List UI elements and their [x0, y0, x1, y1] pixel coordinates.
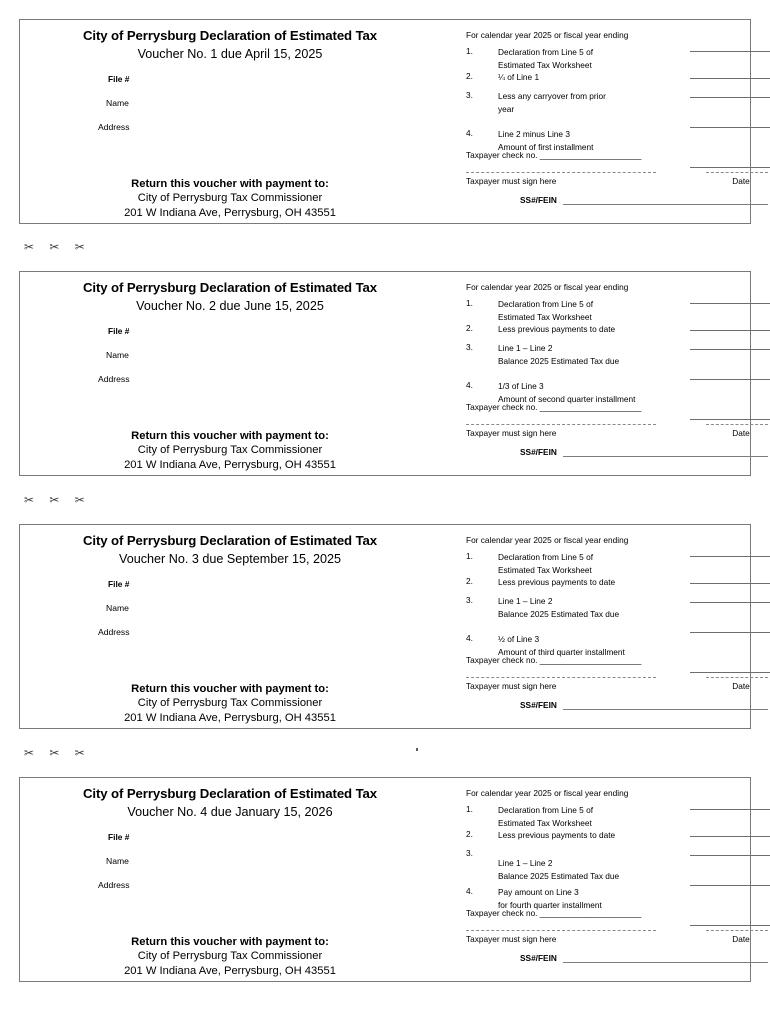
voucher-3-item-2-text	[498, 576, 710, 589]
voucher-2-return-line2: 201 W Indiana Ave, Perrysburg, OH 43551	[124, 458, 336, 471]
voucher-4-item-4-line2: for fourth quarter installment	[498, 899, 602, 910]
voucher-3-item-1-line1: Declaration from Line 5 of	[498, 552, 594, 562]
voucher-3	[19, 524, 751, 729]
voucher-4-item-3-text	[498, 857, 710, 882]
voucher-2-item-1-line1: Declaration from Line 5 of	[498, 299, 594, 309]
voucher-3-subtitle: Voucher No. 3 due September 15, 2025	[119, 552, 341, 566]
voucher-3-date-rule[interactable]	[706, 677, 768, 678]
voucher-2-signature-label: Taxpayer must sign here	[466, 428, 557, 438]
voucher-4-date-label: Date	[732, 934, 750, 944]
voucher-2	[19, 271, 751, 476]
voucher-1-file-number-label: File #	[108, 74, 130, 84]
voucher-3-amount-line-2[interactable]	[690, 583, 770, 584]
voucher-3-ssn-fein-label: SS#/FEIN	[520, 700, 557, 710]
voucher-2-amount-line-2[interactable]	[690, 330, 770, 331]
voucher-1-ssn-fein-label: SS#/FEIN	[520, 195, 557, 205]
voucher-3-item-3-text	[498, 595, 710, 620]
voucher-2-item-4-line1: 1/3 of Line 3	[498, 381, 544, 391]
voucher-1-return-line2: 201 W Indiana Ave, Perrysburg, OH 43551	[124, 206, 336, 219]
voucher-4-item-3-line1: Line 1 – Line 2	[498, 858, 553, 868]
voucher-1	[19, 19, 751, 224]
voucher-2-item-3-line1: Line 1 – Line 2	[498, 343, 553, 353]
voucher-2-ssn-fein-label: SS#/FEIN	[520, 447, 557, 457]
voucher-1-subtitle: Voucher No. 1 due April 15, 2025	[137, 47, 323, 61]
voucher-4-subtitle: Voucher No. 4 due January 15, 2026	[127, 805, 333, 819]
voucher-1-return-line1: City of Perrysburg Tax Commissioner	[137, 192, 323, 205]
voucher-3-item-4-number: 4.	[466, 633, 473, 643]
voucher-3-ssn-fein-rule[interactable]	[563, 709, 768, 710]
voucher-1-item-1-number: 1.	[466, 46, 473, 56]
voucher-4-item-4-line1: Pay amount on Line 3	[498, 887, 579, 897]
voucher-4-ssn-fein-label: SS#/FEIN	[520, 953, 557, 963]
scissors-separator-1: ✂ ✂ ✂	[24, 240, 91, 254]
voucher-2-item-3-line2: Balance 2025 Estimated Tax due	[498, 355, 620, 366]
voucher-4-amount-line-3[interactable]	[690, 855, 770, 856]
voucher-1-item-2-text	[498, 71, 710, 84]
voucher-4-amount-line-5[interactable]	[690, 925, 770, 926]
voucher-4-signature-label: Taxpayer must sign here	[466, 934, 557, 944]
voucher-2-amount-line-3[interactable]	[690, 349, 770, 350]
voucher-4-item-3-line2: Balance 2025 Estimated Tax due	[498, 870, 620, 881]
voucher-1-item-3-text	[498, 90, 710, 115]
voucher-3-amount-line-5[interactable]	[690, 672, 770, 673]
voucher-4-item-1-line2: Estimated Tax Worksheet	[498, 817, 592, 828]
voucher-4-right-column	[448, 778, 752, 981]
voucher-4-ssn-fein-rule[interactable]	[563, 962, 768, 963]
voucher-2-file-number-label: File #	[108, 326, 130, 336]
voucher-2-address-label: Address	[98, 374, 130, 384]
voucher-2-date-rule[interactable]	[706, 424, 768, 425]
voucher-3-item-3-line2: Balance 2025 Estimated Tax due	[498, 608, 620, 619]
scan-artifact-dot	[416, 748, 418, 751]
voucher-1-item-3-line1: Less any carryover from prior	[498, 91, 606, 101]
voucher-4-heading: City of Perrysburg Declaration of Estimated Tax	[82, 786, 378, 801]
voucher-4-file-number-label: File #	[108, 832, 130, 842]
voucher-2-date-label: Date	[732, 428, 750, 438]
voucher-1-item-4-number: 4.	[466, 128, 473, 138]
voucher-4-item-1-line1: Declaration from Line 5 of	[498, 805, 594, 815]
voucher-3-item-1-number: 1.	[466, 551, 473, 561]
voucher-2-signature-rule[interactable]	[466, 424, 656, 425]
voucher-1-calendar-year-text: For calendar year 2025 or fiscal year ending	[466, 30, 629, 40]
voucher-1-item-2-number: 2.	[466, 71, 473, 81]
voucher-3-calendar-year-text: For calendar year 2025 or fiscal year ending	[466, 535, 629, 545]
scissors-separator-2: ✂ ✂ ✂	[24, 493, 91, 507]
voucher-1-item-4-line1: Line 2 minus Line 3	[498, 129, 570, 139]
voucher-4-item-1-number: 1.	[466, 804, 473, 814]
voucher-1-left-column	[20, 20, 440, 223]
voucher-4-return-line1: City of Perrysburg Tax Commissioner	[137, 950, 323, 963]
voucher-1-name-label: Name	[106, 98, 129, 108]
voucher-3-item-2-number: 2.	[466, 576, 473, 586]
voucher-2-return-address	[20, 429, 440, 472]
voucher-3-return-line2: 201 W Indiana Ave, Perrysburg, OH 43551	[124, 711, 336, 724]
voucher-1-amount-line-1[interactable]	[690, 51, 770, 52]
voucher-4-calendar-year-text: For calendar year 2025 or fiscal year ending	[466, 788, 629, 798]
voucher-3-heading: City of Perrysburg Declaration of Estimated Tax	[82, 533, 378, 548]
voucher-1-amount-line-5[interactable]	[690, 167, 770, 168]
voucher-2-left-column	[20, 272, 440, 475]
voucher-4-item-2-line1: Less previous payments to date	[498, 830, 616, 840]
voucher-2-item-2-line1: Less previous payments to date	[498, 324, 616, 334]
voucher-2-amount-line-1[interactable]	[690, 303, 770, 304]
voucher-4-return-line2: 201 W Indiana Ave, Perrysburg, OH 43551	[124, 964, 336, 977]
voucher-2-item-4-line2: Amount of second quarter installment	[498, 393, 636, 404]
voucher-3-signature-rule[interactable]	[466, 677, 656, 678]
voucher-1-signature-label: Taxpayer must sign here	[466, 176, 557, 186]
voucher-2-name-label: Name	[106, 350, 129, 360]
voucher-2-calendar-year-text: For calendar year 2025 or fiscal year ending	[466, 282, 629, 292]
voucher-3-return-line1: City of Perrysburg Tax Commissioner	[137, 697, 323, 710]
voucher-1-item-3-number: 3.	[466, 90, 473, 100]
voucher-4-item-1-text	[498, 804, 710, 829]
voucher-4-return-address	[20, 935, 440, 978]
voucher-1-amount-line-3[interactable]	[690, 97, 770, 98]
voucher-3-check-number-field[interactable]: Taxpayer check no. ______________________	[466, 655, 642, 665]
voucher-2-item-4-number: 4.	[466, 380, 473, 390]
voucher-3-item-3-number: 3.	[466, 595, 473, 605]
voucher-1-item-4-line2: Amount of first installment	[498, 141, 594, 152]
voucher-1-return-heading: Return this voucher with payment to:	[131, 178, 329, 190]
voucher-4-date-rule[interactable]	[706, 930, 768, 931]
voucher-2-amount-line-5[interactable]	[690, 419, 770, 420]
voucher-4-item-2-text	[498, 829, 710, 842]
scissors-separator-3: ✂ ✂ ✂	[24, 746, 91, 760]
voucher-4-amount-line-2[interactable]	[690, 836, 770, 837]
voucher-1-item-3-line2: year	[498, 103, 515, 114]
voucher-2-item-1-number: 1.	[466, 298, 473, 308]
voucher-3-amount-line-3[interactable]	[690, 602, 770, 603]
voucher-2-ssn-fein-rule[interactable]	[563, 456, 768, 457]
voucher-3-signature-label: Taxpayer must sign here	[466, 681, 557, 691]
voucher-1-item-1-line2: Estimated Tax Worksheet	[498, 59, 592, 70]
voucher-3-date-label: Date	[732, 681, 750, 691]
voucher-3-item-1-text	[498, 551, 710, 576]
voucher-4-return-heading: Return this voucher with payment to:	[131, 936, 329, 948]
voucher-2-amount-line-4[interactable]	[690, 379, 770, 380]
voucher-3-return-heading: Return this voucher with payment to:	[131, 683, 329, 695]
voucher-4-amount-line-1[interactable]	[690, 809, 770, 810]
voucher-3-amount-line-1[interactable]	[690, 556, 770, 557]
voucher-2-return-heading: Return this voucher with payment to:	[131, 430, 329, 442]
voucher-3-item-1-line2: Estimated Tax Worksheet	[498, 564, 592, 575]
voucher-2-subtitle: Voucher No. 2 due June 15, 2025	[136, 299, 324, 313]
voucher-4-item-2-number: 2.	[466, 829, 473, 839]
voucher-1-amount-line-4[interactable]	[690, 127, 770, 128]
voucher-3-left-column	[20, 525, 440, 728]
voucher-2-item-1-text	[498, 298, 710, 323]
voucher-2-item-3-number: 3.	[466, 342, 473, 352]
voucher-1-ssn-fein-rule[interactable]	[563, 204, 768, 205]
voucher-1-date-rule[interactable]	[706, 172, 768, 173]
voucher-2-check-number-field[interactable]: Taxpayer check no. ______________________	[466, 402, 642, 412]
voucher-2-heading: City of Perrysburg Declaration of Estimated Tax	[82, 280, 378, 295]
voucher-1-check-number-field[interactable]: Taxpayer check no. ______________________	[466, 150, 642, 160]
voucher-4-left-column	[20, 778, 440, 981]
voucher-1-right-column	[448, 20, 752, 223]
voucher-4-check-number-field[interactable]: Taxpayer check no. ______________________	[466, 908, 642, 918]
voucher-4-address-label: Address	[98, 880, 130, 890]
voucher-3-address-label: Address	[98, 627, 130, 637]
voucher-2-item-2-number: 2.	[466, 323, 473, 333]
voucher-3-item-4-line2: Amount of third quarter installment	[498, 646, 625, 657]
voucher-4-name-label: Name	[106, 856, 129, 866]
voucher-1-heading: City of Perrysburg Declaration of Estimated Tax	[82, 28, 378, 43]
voucher-1-item-1-text	[498, 46, 710, 71]
voucher-1-amount-line-2[interactable]	[690, 78, 770, 79]
voucher-4	[19, 777, 751, 982]
voucher-2-return-line1: City of Perrysburg Tax Commissioner	[137, 444, 323, 457]
voucher-1-date-label: Date	[732, 176, 750, 186]
voucher-3-item-2-line1: Less previous payments to date	[498, 577, 616, 587]
voucher-1-address-label: Address	[98, 122, 130, 132]
voucher-1-signature-rule[interactable]	[466, 172, 656, 173]
voucher-3-file-number-label: File #	[108, 579, 130, 589]
voucher-3-amount-line-4[interactable]	[690, 632, 770, 633]
voucher-1-item-1-line1: Declaration from Line 5 of	[498, 47, 594, 57]
voucher-3-item-3-line1: Line 1 – Line 2	[498, 596, 553, 606]
voucher-3-return-address	[20, 682, 440, 725]
voucher-4-item-4-number: 4.	[466, 886, 473, 896]
voucher-3-name-label: Name	[106, 603, 129, 613]
voucher-1-return-address	[20, 177, 440, 220]
voucher-1-item-2-line1: ¼ of Line 1	[498, 72, 540, 82]
voucher-4-amount-line-4[interactable]	[690, 885, 770, 886]
voucher-3-right-column	[448, 525, 752, 728]
voucher-2-right-column	[448, 272, 752, 475]
voucher-2-item-3-text	[498, 342, 710, 367]
voucher-2-item-2-text	[498, 323, 710, 336]
voucher-2-item-1-line2: Estimated Tax Worksheet	[498, 311, 592, 322]
voucher-4-item-3-number: 3.	[466, 848, 473, 858]
voucher-3-item-4-line1: ½ of Line 3	[498, 634, 540, 644]
voucher-4-signature-rule[interactable]	[466, 930, 656, 931]
